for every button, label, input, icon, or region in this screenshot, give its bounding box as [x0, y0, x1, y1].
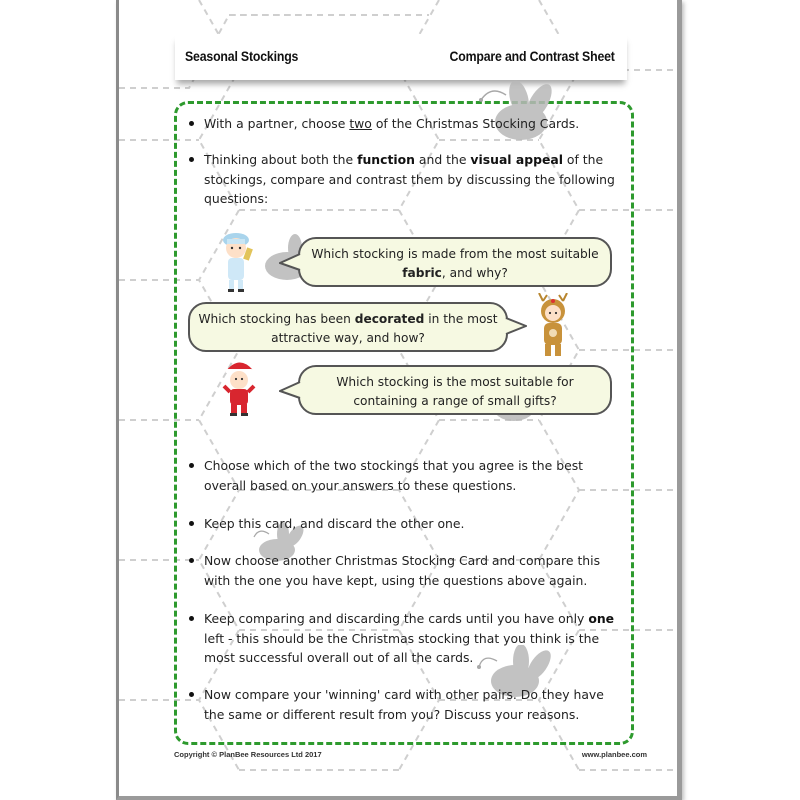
website-link[interactable]: www.planbee.com — [581, 750, 647, 759]
instruction-bullet-6: Keep comparing and discarding the cards until you have only one left - this should be the Christmas stocking that you think is the most successful overall out of all the cards. — [189, 609, 621, 668]
worksheet-subtitle: Compare and Contrast Sheet — [449, 48, 615, 64]
worksheet-title: Seasonal Stockings — [185, 48, 299, 64]
bullet-dot — [189, 463, 194, 468]
child-in-santa-suit-illustration — [221, 358, 257, 418]
instruction-bullet-5: Now choose another Christmas Stocking Card and compare this with the one you have kept, using the questions above again. — [189, 551, 621, 590]
instruction-bullet-2: Thinking about both the function and the visual appeal of the stockings, compare and contrast them by discussing the following questions: — [189, 150, 621, 209]
instruction-bullet-3: Choose which of the two stockings that you agree is the best overall based on your answers to these questions. — [189, 456, 621, 495]
speech-bubble-tail — [279, 380, 301, 400]
question-bubble-small-gifts: Which stocking is the most suitable for containing a range of small gifts? — [298, 365, 612, 415]
header-banner — [175, 34, 627, 80]
question-bubble-decorated: Which stocking has been decorated in the most attractive way, and how? — [188, 302, 508, 352]
bullet-dot — [189, 521, 194, 526]
worksheet-page — [116, 0, 682, 800]
copyright-notice: Copyright © PlanBee Resources Ltd 2017 — [174, 750, 322, 759]
instruction-bullet-7: Now compare your 'winning' card with other pairs. Do they have the same or different result from you? Discuss your reasons. — [189, 685, 621, 724]
child-in-reindeer-costume-illustration — [535, 293, 571, 359]
bullet-dot — [189, 616, 194, 621]
bullet-dot — [189, 558, 194, 563]
question-bubble-fabric: Which stocking is made from the most suitable fabric, and why? — [298, 237, 612, 287]
speech-bubble-tail — [279, 252, 301, 272]
speech-bubble-tail — [505, 316, 527, 336]
instruction-bullet-1: With a partner, choose two of the Christmas Stocking Cards. — [189, 114, 621, 134]
boy-in-blue-hat-illustration — [219, 230, 253, 294]
bullet-dot — [189, 121, 194, 126]
bullet-dot — [189, 157, 194, 162]
instruction-bullet-4: Keep this card, and discard the other one. — [189, 514, 621, 534]
bullet-dot — [189, 692, 194, 697]
